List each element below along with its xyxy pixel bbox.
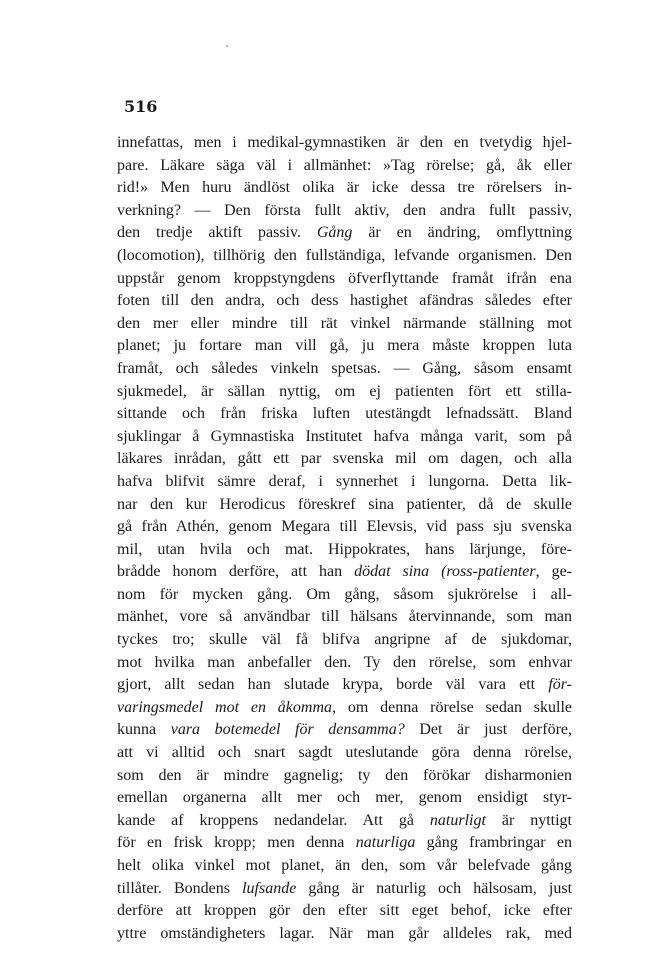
text-segment: innefattas, men i medikal-gymnastiken är den en tvetydig hjel- <box>117 134 572 151</box>
text-line <box>117 832 572 855</box>
text-segment: helt olika vinkel mot planet, än den, som vår belefvade gång <box>117 857 572 874</box>
text-line <box>117 335 572 358</box>
text-line <box>117 177 572 200</box>
text-line <box>117 268 572 291</box>
italic-text-segment: Gång <box>316 224 353 242</box>
text-segment: nar den kur Herodicus föreskref sina patienter, då de skulle <box>117 495 572 513</box>
text-line <box>117 810 572 833</box>
text-segment: tyckes tro; skulle väl få blifva angripne af de sjukdomar, <box>117 631 572 649</box>
text-line <box>117 539 572 562</box>
text-segment: , om denna rörelse sedan skulle <box>332 698 572 716</box>
text-segment: kunna <box>117 721 171 739</box>
text-segment: pare. Läkare säga väl i allmänhet: »Tag rörelse; gå, åk eller <box>117 156 572 174</box>
text-segment: nom för mycken gång. Om gång, såsom sjukrörelse i all- <box>117 585 572 603</box>
text-line <box>117 448 572 471</box>
text-segment: , ge- <box>535 563 572 581</box>
text-line <box>117 606 572 629</box>
text-line <box>117 358 572 381</box>
text-line <box>117 900 572 923</box>
text-line <box>117 381 572 404</box>
italic-text-segment: naturliga <box>355 834 416 852</box>
text-line <box>117 313 572 336</box>
text-line <box>117 200 572 223</box>
text-segment: brådde honom derföre, att han <box>117 563 355 581</box>
text-segment: yttre omständigheters lagar. När man går alldeles rak, med <box>117 924 572 942</box>
page-number: 516 <box>124 97 158 116</box>
text-line <box>117 516 572 539</box>
text-segment: sjukmedel, är sällan nyttig, om ej patienten fört ett stilla- <box>117 382 572 400</box>
text-line <box>117 719 572 742</box>
text-segment: mil, utan hvila och mat. Hippokrates, hans lärjunge, före- <box>117 540 572 558</box>
text-line <box>117 245 572 268</box>
text-segment: mänhet, vore så användbar till hälsans återvinnande, som man <box>117 608 572 626</box>
text-segment: tillåter. Bondens <box>117 879 243 897</box>
italic-text-segment: dödat sina (ross-patienter <box>354 563 536 581</box>
text-segment: att vi alltid och snart sagdt uteslutande göra denna rörelse, <box>117 744 572 762</box>
text-segment: sjuklingar å Gymnastiska Institutet hafva många varit, som på <box>117 427 572 445</box>
text-line <box>117 403 572 426</box>
text-line <box>117 765 572 788</box>
text-segment: framåt, och således vinkeln spetsas. — Gång, såsom ensamt <box>117 359 572 377</box>
text-line <box>117 132 572 155</box>
text-line <box>117 629 572 652</box>
text-segment: gjort, allt sedan han slutade krypa, borde väl vara ett <box>117 676 549 694</box>
text-segment: gång är naturlig och hälsosam, just <box>296 879 572 897</box>
text-segment: som den är mindre gagnelig; ty den förökar disharmonien <box>117 766 572 784</box>
text-segment: (locomotion), tillhörig den fullständiga, lefvande organismen. Den <box>117 246 572 264</box>
text-segment: gå från Athén, genom Megara till Elevsis, vid pass sju svenska <box>117 518 572 536</box>
text-line <box>117 471 572 494</box>
text-line <box>117 878 572 901</box>
text-line <box>117 787 572 810</box>
text-segment: kande af kroppens nedandelar. Att gå <box>117 811 430 829</box>
text-line <box>117 584 572 607</box>
text-line <box>117 561 572 584</box>
text-segment: är en ändring, omflyttning <box>352 224 572 242</box>
text-segment: gång frambringar en <box>415 834 572 852</box>
italic-text-segment: lufsande <box>242 879 297 897</box>
italic-text-segment: för- <box>548 676 572 694</box>
text-segment: sittande och från friska luften utestängdt lefnadssätt. Bland <box>117 405 572 423</box>
text-line <box>117 652 572 675</box>
text-segment: mot hvilka man anbefaller den. Ty den rörelse, som enhvar <box>117 653 572 671</box>
text-segment: verkning? — Den första fullt aktiv, den andra fullt passiv, <box>117 201 572 219</box>
text-segment: foten till den andra, och dess hastighet afändras således efter <box>117 292 572 310</box>
text-segment: läkares inrådan, gått ett par svenska mil om dagen, och alla <box>117 450 572 468</box>
paper-speck <box>226 45 228 47</box>
text-segment: derföre att kroppen gör den efter sitt eget behof, icke efter <box>117 902 572 920</box>
text-line <box>117 674 572 697</box>
text-line <box>117 290 572 313</box>
text-segment: den mer eller mindre till rät vinkel närmande ställning mot <box>117 314 572 332</box>
italic-text-segment: naturligt <box>429 811 486 829</box>
text-segment: hafva blifvit sämre deraf, i synnerhet i lungorna. Detta lik- <box>117 472 572 490</box>
text-line <box>117 426 572 449</box>
text-segment: Det är just derföre, <box>404 721 572 739</box>
text-line <box>117 494 572 517</box>
text-line <box>117 155 572 178</box>
text-segment: den tredje aktift passiv. <box>117 224 317 242</box>
italic-text-segment: vara botemedel för densamma? <box>170 721 405 739</box>
text-line <box>117 697 572 720</box>
italic-text-segment: varingsmedel mot en åkomma <box>117 698 333 716</box>
text-segment: emellan organerna allt mer och mer, genom ensidigt styr- <box>117 789 572 807</box>
body-text <box>117 132 572 945</box>
text-line <box>117 855 572 878</box>
text-line <box>117 222 572 245</box>
text-line <box>117 923 572 946</box>
text-segment: för en frisk kropp; men denna <box>117 834 356 852</box>
text-segment: rid!» Men huru ändlöst olika är icke dessa tre rörelsers in- <box>117 179 572 197</box>
text-segment: är nyttigt <box>485 811 572 829</box>
text-segment: planet; ju fortare man vill gå, ju mera måste kroppen luta <box>117 337 572 355</box>
text-line <box>117 742 572 765</box>
text-segment: uppstår genom kroppstyngdens öfverflyttande framåt ifrån ena <box>117 269 572 287</box>
